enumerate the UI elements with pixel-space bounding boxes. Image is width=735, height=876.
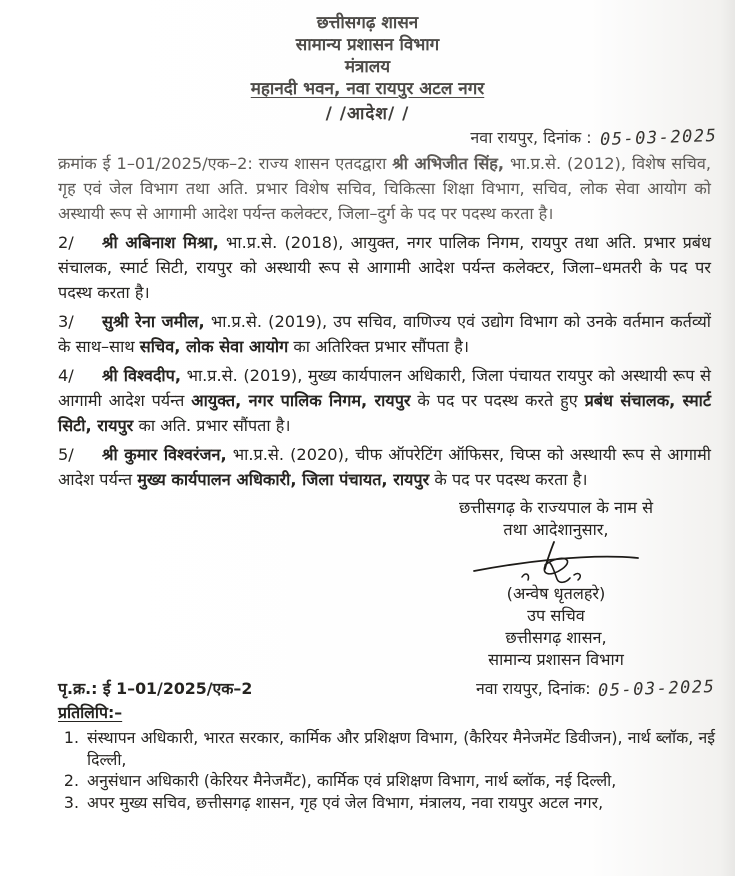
dateline-place-label: नवा रायपुर, दिनांक : [470,128,592,147]
footer-handwritten-date: 05-03-2025 [597,676,716,702]
authority-line-1: छत्तीसगढ़ के राज्यपाल के नाम से [458,498,654,517]
text-run: के पद पर पदस्थ करता है। [429,470,588,489]
paragraph-text [58,233,711,302]
order-paragraph [58,151,711,226]
signatory-org-line-1: छत्तीसगढ़ शासन, [505,628,607,647]
text-run: क्रमांक ई 1–01/2025/एक–2: राज्य शासन एतदद्वारा [58,154,393,173]
paragraph-number: 3/ [58,312,74,331]
paragraph-text [58,154,711,223]
ministry-name: मंत्रालय [344,57,391,77]
copy-item: 1. संस्थापन अधिकारी, भारत सरकार, कार्मिक और प्रशिक्षण विभाग, (कैरियर मैनेजमेंट डिवीजन), नार्थ ब्लॉक, नई दिल्ली, [84,727,715,770]
footer-dateline [476,678,715,700]
authority-line-2: तथा आदेशानुसार, [503,520,609,539]
address-line: महानदी भवन, नवा रायपुर अटल नगर [250,79,485,99]
text-run: आयुक्त, नगर पालिक निगम, रायपुर [191,391,411,410]
paragraph-text [58,445,711,489]
copy-to-list [58,727,715,813]
order-paragraph [58,363,711,438]
department-name: सामान्य प्रशासन विभाग [295,35,440,55]
endorsement-ref-row [58,678,715,700]
order-paragraph [58,230,711,305]
copy-item: 3. अपर मुख्य सचिव, छत्तीसगढ़ शासन, गृह एवं जेल विभाग, मंत्रालय, नवा रायपुर अटल नगर, [84,792,715,814]
text-run: के पद पर पदस्थ करते हुए [410,391,585,410]
paragraph-number: 4/ [58,366,74,385]
paragraph-number: 2/ [58,233,74,252]
text-run: श्री कुमार विश्वरंजन, [102,445,227,464]
text-run: भा.प्र.से. (2019), उप सचिव, वाणिज्य एवं उद्योग विभाग को उनके वर्तमान कर्तव्यों के साथ–साथ [58,312,711,356]
signatory-name: (अन्वेष धृतलहरे) [506,584,606,603]
text-run: भा.प्र.से. (2019), मुख्य कार्यपालन अधिकारी, जिला पंचायत रायपुर को अस्थायी रूप से आगामी आदेश पर्यन्त [58,366,711,410]
text-run: श्री अबिनाश मिश्रा, [102,233,219,252]
top-dateline [0,125,718,151]
text-run: सुश्री रेना जमील, [102,312,205,331]
signatory-org-line-2: सामान्य प्रशासन विभाग [488,650,624,669]
copy-item: 2. अनुसंधान अधिकारी (केरियर मैनेजमैंट), कार्मिक एवं प्रशिक्षण विभाग, नार्थ ब्लॉक, नई दिल्ली, [84,770,715,792]
order-body [58,151,711,492]
text-run: मुख्य कार्यपालन अधिकारी, जिला पंचायत, रायपुर [137,470,430,489]
signature-block [401,497,711,671]
text-run: सचिव, लोक सेवा आयोग [139,337,289,356]
government-name: छत्तीसगढ़ शासन [316,13,419,33]
text-run: का अति. प्रभार सौंपता है। [133,416,291,435]
text-run: भा.प्र.से. (2020), चीफ ऑपरेटिंग ऑफिसर, चिप्स को अस्थायी रूप से आगामी आदेश पर्यन्त [58,445,711,489]
footer-dateline-label: नवा रायपुर, दिनांक: [475,679,591,698]
endorsement-section [58,678,715,813]
text-run: का अतिरिक्त प्रभार सौंपता है। [288,337,469,356]
text-run: भा.प्र.से. (2018), आयुक्त, नगर पालिक निगम, रायपुर तथा अति. प्रभार प्रबंध संचालक, स्मार्ट सिटी, रायपुर को अस्थायी रूप से आगामी आदेश पर्यन्त कलेक्टर, जिला–धमतरी के पद पर पदस्थ करता है। [58,233,711,302]
letterhead [0,0,735,125]
text-run: प्रबंध संचालक, स्मार्ट सिटी, रायपुर [58,391,711,435]
signature-scribble-icon [466,541,646,587]
text-run: श्री अभिजीत सिंह, [392,154,505,173]
order-title: / /आदेश/ / [325,104,410,124]
handwritten-date: 05-03-2025 [599,125,718,151]
copy-to-label: प्रतिलिपि:– [58,703,123,722]
order-paragraph [58,309,711,359]
paragraph-text [58,312,711,356]
text-run: भा.प्र.से. (2012), विशेष सचिव, गृह एवं जेल विभाग तथा अति. प्रभार विशेष सचिव, चिकित्सा शिक्षा विभाग, सचिव, लोक सेवा आयोग को अस्थायी रूप से आगामी आदेश पर्यन्त कलेक्टर, जिला–दुर्ग के पद पर पदस्थ करता है। [58,154,711,223]
endorsement-number: पृ.क्र.: ई 1–01/2025/एक–2 [58,679,253,698]
order-paragraph [58,442,711,492]
signatory-designation: उप सचिव [527,606,585,625]
paragraph-text [58,366,711,435]
text-run: श्री विश्वदीप, [102,366,181,385]
paragraph-number: 5/ [58,445,74,464]
